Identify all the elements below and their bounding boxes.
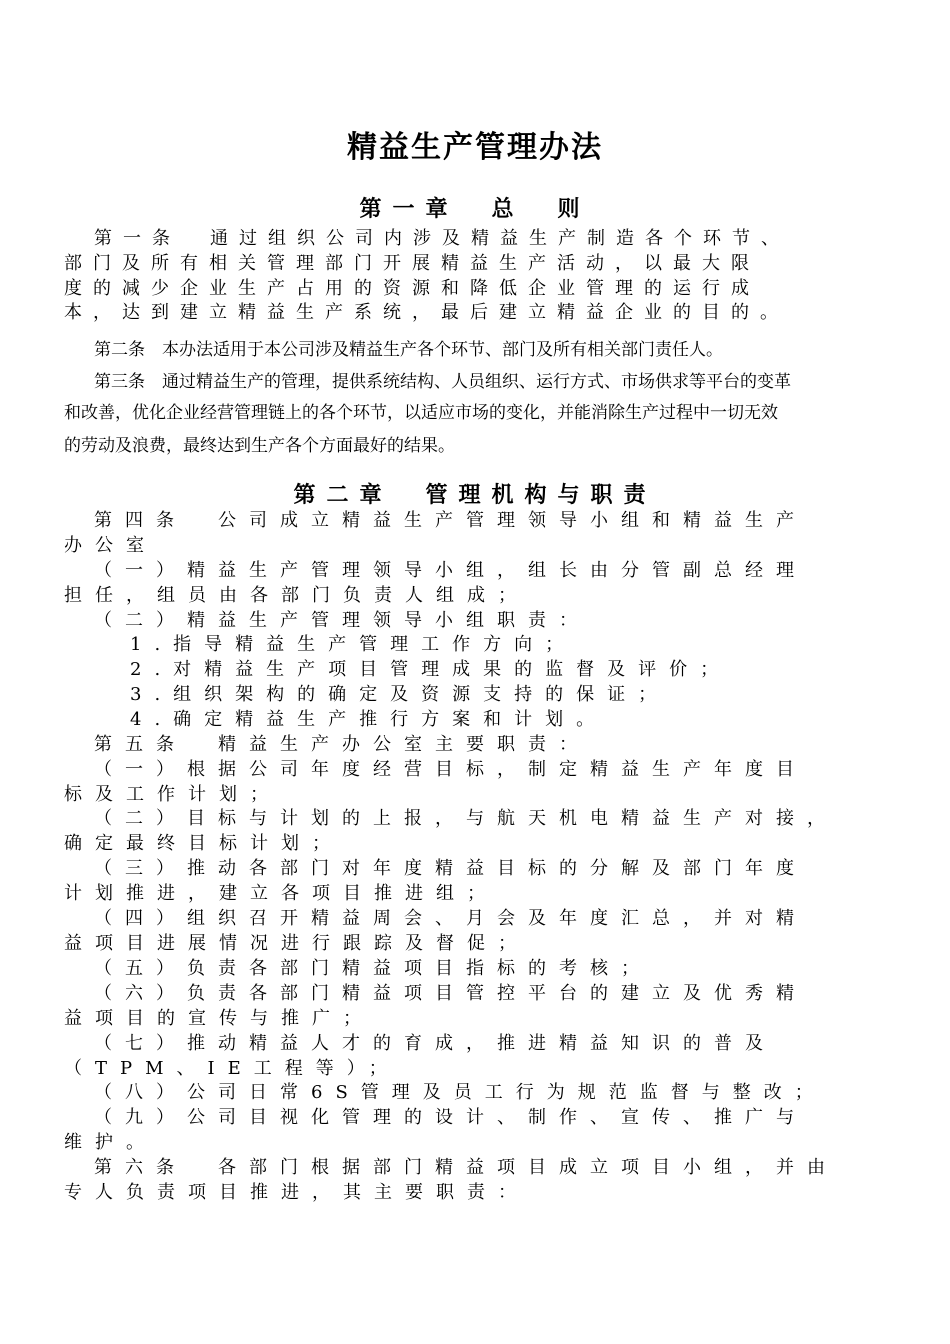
article-3-line-3: 的劳动及浪费，最终达到生产各个方面最好的结果。 bbox=[64, 436, 455, 456]
article-1-line-3: 度的减少企业生产占用的资源和降低企业管理的运行成 bbox=[64, 278, 760, 299]
office-duty-5-line-1: （五）负责各部门精益项目指标的考核； bbox=[94, 958, 652, 979]
office-duty-3-line-1: （三）推动各部门对年度精益目标的分解及部门年度 bbox=[94, 858, 807, 879]
article-3-line-1: 第三条 通过精益生产的管理，提供系统结构、人员组织、运行方式、市场供求等平台的变革 bbox=[94, 372, 791, 392]
article-2-line-1: 第二条 本办法适用于本公司涉及精益生产各个环节、部门及所有相关部门责任人。 bbox=[94, 340, 723, 360]
office-duty-9-line-1: （九）公司目视化管理的设计、制作、宣传、推广与 bbox=[94, 1107, 807, 1128]
article-1-line-4: 本，达到建立精益生产系统，最后建立精益企业的目的。 bbox=[64, 302, 789, 323]
office-duty-7-line-2: （TPM、IE工程等）； bbox=[64, 1058, 400, 1079]
item-1-line-2: 担任，组员由各部门负责人组成； bbox=[64, 585, 529, 606]
office-duty-1-line-2: 标及工作计划； bbox=[64, 784, 281, 805]
office-duty-4-line-2: 益项目进展情况进行跟踪及督促； bbox=[64, 933, 529, 954]
article-4-line-2: 办公室 bbox=[64, 535, 157, 556]
chapter-1-heading: 第一章 总 则 bbox=[359, 196, 591, 222]
duty-2: 2.对精益生产项目管理成果的监督及评价； bbox=[130, 659, 732, 680]
article-1-line-1: 第一条 通过组织公司内涉及精益生产制造各个环节、 bbox=[94, 228, 790, 249]
duty-3: 3.组织架构的确定及资源支持的保证； bbox=[130, 684, 670, 705]
article-4-line-1: 第四条 公司成立精益生产管理领导小组和精益生产 bbox=[94, 510, 807, 531]
office-duty-6-line-2: 益项目的宣传与推广； bbox=[64, 1008, 374, 1029]
office-duty-2-line-2: 确定最终目标计划； bbox=[64, 833, 343, 854]
office-duty-7-line-1: （七）推动精益人才的育成，推进精益知识的普及 bbox=[94, 1033, 776, 1054]
office-duty-4-line-1: （四）组织召开精益周会、月会及年度汇总，并对精 bbox=[94, 908, 807, 929]
document-title: 精益生产管理办法 bbox=[347, 130, 603, 165]
chapter-2-heading: 第二章 管理机构与职责 bbox=[293, 482, 657, 508]
office-duty-3-line-2: 计划推进，建立各项目推进组； bbox=[64, 883, 498, 904]
article-6-line-2: 专人负责项目推进，其主要职责： bbox=[64, 1182, 529, 1203]
duty-4: 4.确定精益生产推行方案和计划。 bbox=[130, 709, 608, 730]
article-3-line-2: 和改善，优化企业经营管理链上的各个环节，以适应市场的变化，并能消除生产过程中一切无效 bbox=[64, 403, 778, 423]
duty-1: 1.指导精益生产管理工作方向； bbox=[130, 634, 577, 655]
article-1-line-2: 部门及所有相关管理部门开展精益生产活动，以最大限 bbox=[64, 253, 760, 274]
article-6-line-1: 第六条 各部门根据部门精益项目成立项目小组，并由 bbox=[94, 1157, 838, 1178]
item-1-line-1: （一）精益生产管理领导小组，组长由分管副总经理 bbox=[94, 560, 807, 581]
article-5-line-1: 第五条 精益生产办公室主要职责： bbox=[94, 734, 590, 755]
office-duty-9-line-2: 维护。 bbox=[64, 1132, 157, 1153]
item-2-line-1: （二）精益生产管理领导小组职责： bbox=[94, 610, 590, 631]
office-duty-1-line-1: （一）根据公司年度经营目标，制定精益生产年度目 bbox=[94, 759, 807, 780]
office-duty-8-line-1: （八）公司日常6S管理及员工行为规范监督与整改； bbox=[94, 1082, 826, 1103]
office-duty-6-line-1: （六）负责各部门精益项目管控平台的建立及优秀精 bbox=[94, 983, 807, 1004]
office-duty-2-line-1: （二）目标与计划的上报，与航天机电精益生产对接， bbox=[94, 808, 838, 829]
